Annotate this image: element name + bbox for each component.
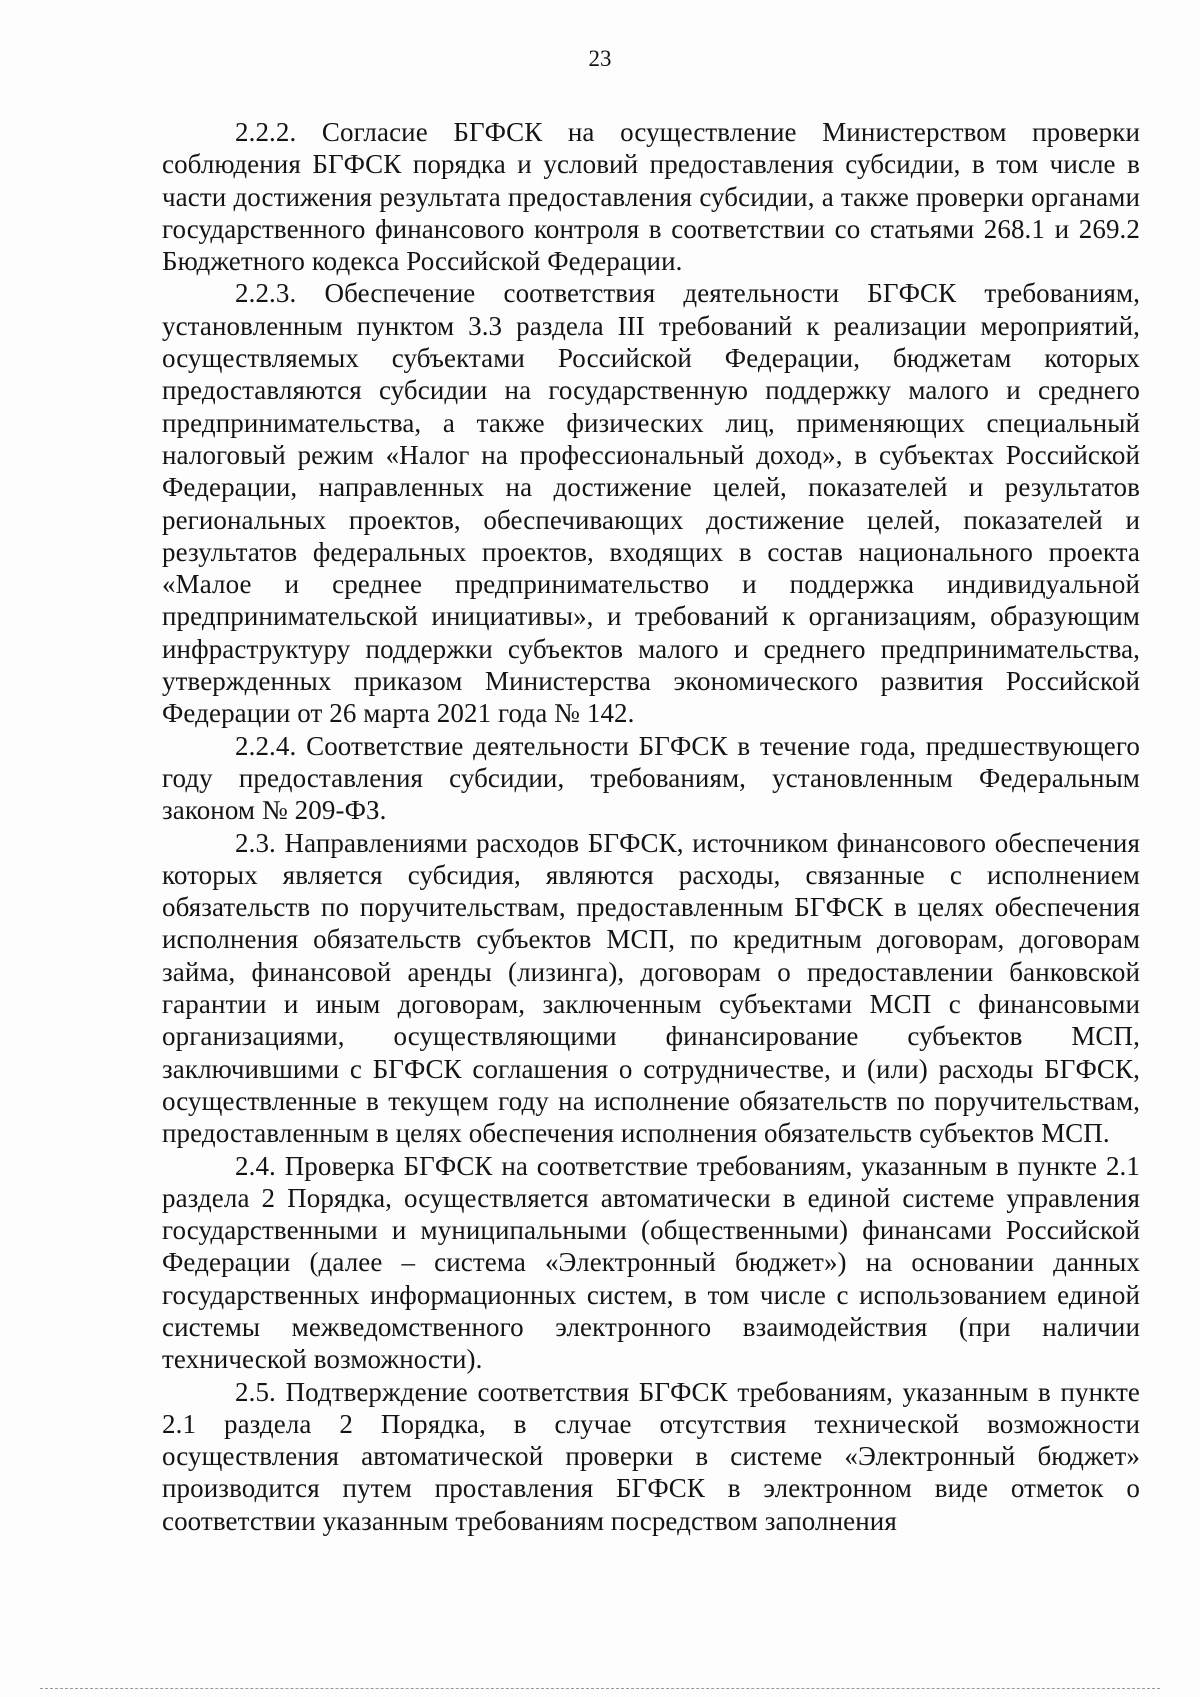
paragraph-2-5: 2.5. Подтверждение соответствия БГФСК требованиям, указанным в пункте 2.1 раздела 2 Порядка, в случае отсутствия технической возможности осуществления автоматической проверки в системе «Электронный бюджет» производится путем проставления БГФСК в электронном виде отметок о соответствии указанным требованиям посредством заполнения [162,1376,1140,1536]
paragraph-2-2-4: 2.2.4. Соответствие деятельности БГФСК в течение года, предшествующего году предоставления субсидии, требованиям, установленным Федеральным законом № 209-ФЗ. [162,730,1140,826]
scan-bottom-edge [40,1688,1160,1689]
paragraph-2-2-2: 2.2.2. Согласие БГФСК на осуществление Министерством проверки соблюдения БГФСК порядка и условий предоставления субсидии, в том числе в части достижения результата предоставления субсидии, а также проверки органами государственного финансового контроля в соответствии со статьями 268.1 и 269.2 Бюджетного кодекса Российской Федерации. [162,117,1140,277]
paragraph-2-3: 2.3. Направлениями расходов БГФСК, источником финансового обеспечения которых является субсидия, являются расходы, связанные с исполнением обязательств по поручительствам, предоставленным БГФСК в целях обеспечения исполнения обязательств субъектов МСП, по кредитным договорам, договорам займа, финансовой аренды (лизинга), договорам о предоставлении банковской гарантии и иным договорам, заключенным субъектами МСП с финансовыми организациями, осуществляющими финансирование субъектов МСП, заключившими с БГФСК соглашения о сотрудничестве, и (или) расходы БГФСК, осуществленные в текущем году на исполнение обязательств по поручительствам, предоставленным в целях обеспечения исполнения обязательств субъектов МСП. [162,827,1140,1149]
paragraph-2-2-3: 2.2.3. Обеспечение соответствия деятельности БГФСК требованиям, установленным пунктом 3.3 раздела III требований к реализации мероприятий, осуществляемых субъектами Российской Федерации, бюджетам которых предоставляются субсидии на государственную поддержку малого и среднего предпринимательства, а также физических лиц, применяющих специальный налоговый режим «Налог на профессиональный доход», в субъектах Российской Федерации, направленных на достижение целей, показателей и результатов региональных проектов, обеспечивающих достижение целей, показателей и результатов федеральных проектов, входящих в состав национального проекта «Малое и среднее предпринимательство и поддержка индивидуальной предпринимательской инициативы», и требований к организациям, образующим инфраструктуру поддержки субъектов малого и среднего предпринимательства, утвержденных приказом Министерства экономического развития Российской Федерации от 26 марта 2021 года № 142. [162,278,1140,729]
page-number: 23 [588,46,612,71]
paragraph-2-4: 2.4. Проверка БГФСК на соответствие требованиям, указанным в пункте 2.1 раздела 2 Порядка, осуществляется автоматически в единой системе управления государственными и муниципальными (общественными) финансами Российской Федерации (далее – система «Электронный бюджет») на основании данных государственных информационных систем, в том числе с использованием единой системы межведомственного электронного взаимодействия (при наличии технической возможности). [162,1150,1140,1375]
document-body [162,116,1140,1537]
